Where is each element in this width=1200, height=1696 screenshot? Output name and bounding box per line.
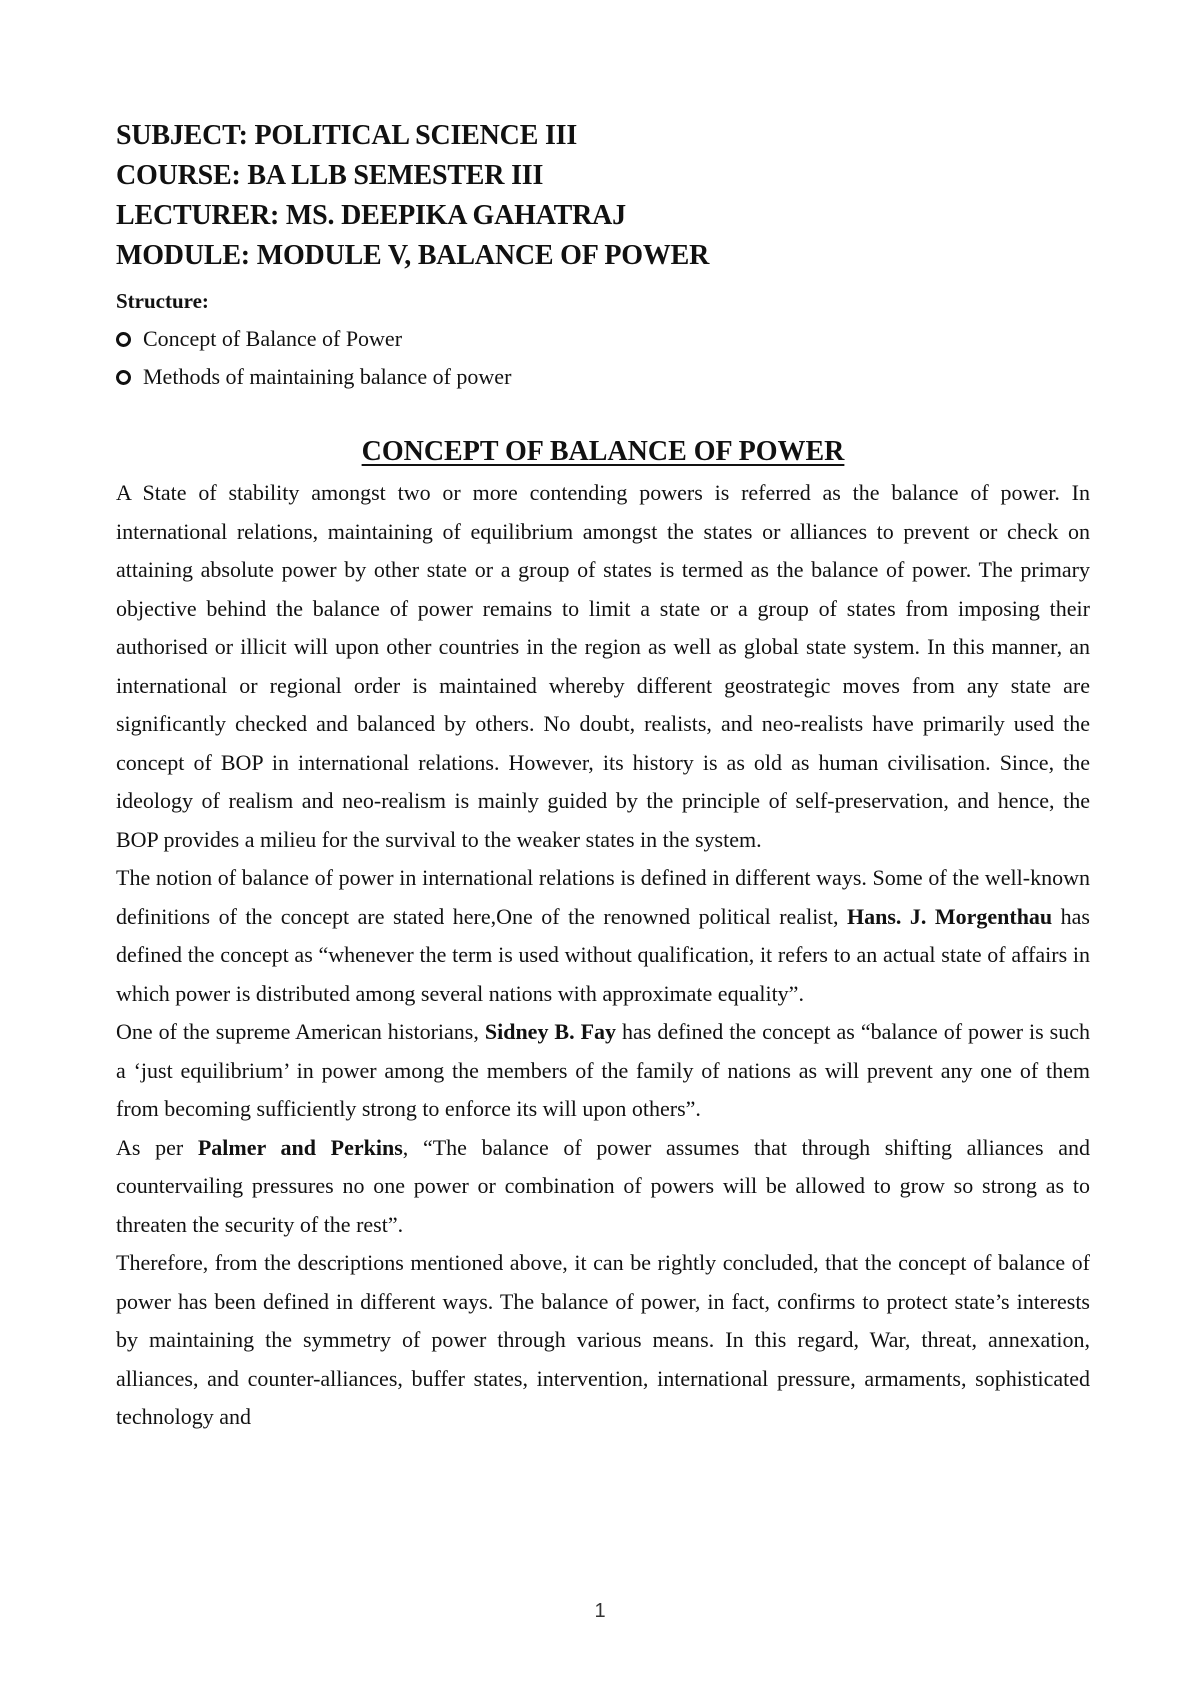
paragraph-text: As per [116,1134,198,1160]
circle-bullet-icon [116,332,131,347]
paragraph-text: , “The balance of power assumes that through shifting alliances and countervailing pressures no one power or combination of powers will be allowed to grow so strong as to threaten the security of the rest”. [116,1134,1090,1237]
circle-bullet-icon [116,370,131,385]
paragraph-text: One of the supreme American historians, [116,1019,485,1044]
list-item [116,358,1090,396]
paragraph-fay [116,1013,1090,1129]
list-item-text: Methods of maintaining balance of power [143,364,512,389]
lecturer-line: LECTURER: MS. DEEPIKA GAHATRAJ [116,200,626,231]
list-item [116,320,1090,358]
structure-label: Structure: [116,289,209,313]
module-line: MODULE: MODULE V, BALANCE OF POWER [116,240,710,271]
author-name-morgenthau: Hans. J. Morgenthau [846,903,1053,929]
paragraph-definition: A State of stability amongst two or more contending powers is referred as the balance of power. In international relations, maintaining of equilibrium amongst the states or alliances to prevent or check on attaining absolute power by other state or a group of states is termed as the balance of power. The primary objective behind the balance of power remains to limit a state or a group of states from imposing their authorised or illicit will upon other countries in the region as well as global state system. In this manner, an international or regional order is maintained whereby different geostrategic moves from any state are significantly checked and balanced by others. No doubt, realists, and neo-realists have primarily used the concept of BOP in international relations. However, its history is as old as human civilisation. Since, the ideology of realism and neo-realism is mainly guided by the principle of self-preservation, and hence, the BOP provides a milieu for the survival to the weaker states in the system. [116,480,1090,852]
section-title: CONCEPT OF BALANCE OF POWER [361,436,845,467]
paragraph-text: has defined the concept as “balance of power is such a ‘just equilibrium’ in power among the members of the family of nations as will prevent any one of them from becoming sufficiently strong to enforce its will upon others”. [116,1019,1090,1121]
paragraph-text: The notion of balance of power in international relations is defined in different ways. Some of the well-known definitions of the concept are stated here,One of the renowned political realist, [116,865,1090,929]
subject-line: SUBJECT: POLITICAL SCIENCE III [116,120,578,151]
author-name-palmer-perkins: Palmer and Perkins [197,1134,403,1160]
paragraph-morgenthau [116,859,1090,1013]
list-item-text: Concept of Balance of Power [143,326,403,351]
author-name-fay: Sidney B. Fay [484,1019,617,1044]
course-line: COURSE: BA LLB SEMESTER III [116,160,544,191]
paragraph-conclusion: Therefore, from the descriptions mentioned above, it can be rightly concluded, that the concept of balance of power has been defined in different ways. The balance of power, in fact, confirms to protect state’s interests by maintaining the symmetry of power through various means. In this regard, War, threat, annexation, alliances, and counter-alliances, buffer states, intervention, international pressure, armaments, sophisticated technology and [116,1250,1090,1429]
structure-list [116,320,1090,396]
document-header [116,116,1090,276]
paragraph-text: has defined the concept as “whenever the term is used without qualification, it refers to an actual state of affairs in which power is distributed among several nations with approximate equality”. [116,903,1090,1006]
page-number: 1 [594,1600,606,1622]
paragraph-palmer-perkins [116,1129,1090,1245]
